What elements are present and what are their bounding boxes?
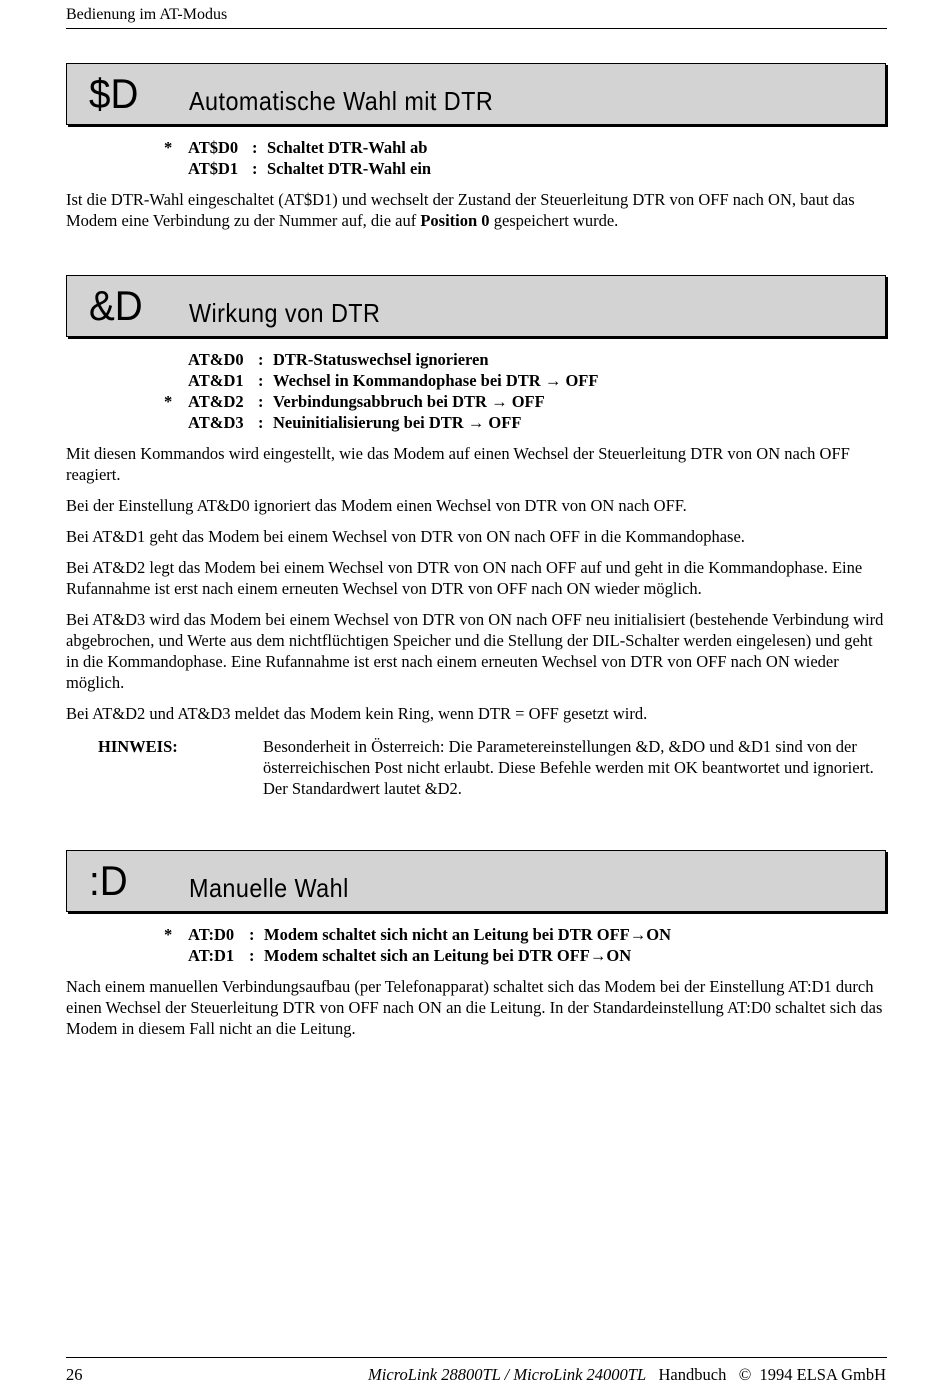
command-heading-box bbox=[66, 275, 886, 337]
option-code: AT&D1 bbox=[188, 371, 244, 390]
header-rule bbox=[66, 28, 887, 29]
command-title: Automatische Wahl mit DTR bbox=[189, 86, 494, 116]
command-title: Wirkung von DTR bbox=[189, 298, 381, 328]
option-list bbox=[66, 924, 886, 966]
body-paragraph: Nach einem manuellen Verbindungsaufbau (per Telefonapparat) schaltet sich das Modem bei der Einstellung AT:D1 durch einen Wechsel der Steuerleitung DTR von OFF nach ON an die Leitung. In der Standardeinstellung AT:D0 schaltet sich das Modem in diesem Fall nicht an die Leitung. bbox=[66, 977, 883, 1038]
command-code: $D bbox=[89, 70, 139, 117]
option-description: Verbindungsabbruch bei DTR → OFF bbox=[273, 392, 545, 411]
body-paragraph: Bei AT&D2 legt das Modem bei einem Wechsel von DTR von ON nach OFF auf und geht in die Kommandophase. Eine Rufannahme ist erst nach einem erneuten Wechsel von DTR von OFF nach ON wieder möglich. bbox=[66, 558, 863, 598]
option-row bbox=[66, 945, 886, 966]
product-name: MicroLink 28800TL / MicroLink 24000TL bbox=[368, 1365, 647, 1384]
option-description: Wechsel in Kommandophase bei DTR → OFF bbox=[273, 371, 599, 390]
option-code: AT:D1 bbox=[188, 946, 235, 965]
option-description: Modem schaltet sich nicht an Leitung bei DTR OFF→ON bbox=[264, 925, 671, 944]
option-code: AT:D0 bbox=[188, 925, 235, 944]
option-separator: : bbox=[252, 159, 258, 178]
page-number: 26 bbox=[66, 1365, 83, 1384]
option-row bbox=[66, 391, 886, 412]
paragraph-text: gespeichert wurde. bbox=[489, 211, 619, 230]
note-block bbox=[66, 736, 886, 799]
default-marker: * bbox=[164, 138, 173, 157]
option-code: AT$D0 bbox=[188, 138, 239, 157]
option-code: AT&D2 bbox=[188, 392, 244, 411]
option-row bbox=[66, 412, 886, 433]
default-marker: * bbox=[164, 392, 173, 411]
option-separator: : bbox=[249, 925, 255, 944]
running-header: Bedienung im AT-Modus bbox=[66, 6, 228, 23]
option-separator: : bbox=[252, 138, 258, 157]
option-code: AT$D1 bbox=[188, 159, 239, 178]
command-title: Manuelle Wahl bbox=[189, 873, 349, 903]
option-code: AT&D0 bbox=[188, 350, 244, 369]
option-description: Schaltet DTR-Wahl ab bbox=[267, 138, 428, 157]
section-colon-d bbox=[66, 850, 886, 1039]
command-code: &D bbox=[89, 282, 143, 329]
option-separator: : bbox=[258, 350, 264, 369]
option-list bbox=[66, 349, 886, 433]
command-heading-box bbox=[66, 850, 886, 912]
command-code: :D bbox=[89, 857, 128, 904]
body-paragraph: Mit diesen Kommandos wird eingestellt, wie das Modem auf einen Wechsel der Steuerleitung DTR von ON nach OFF reagiert. bbox=[66, 444, 850, 484]
option-description: DTR-Statuswechsel ignorieren bbox=[273, 350, 489, 369]
option-separator: : bbox=[258, 413, 264, 432]
section-dollar-d bbox=[66, 63, 886, 231]
option-description: Modem schaltet sich an Leitung bei DTR OFF→ON bbox=[264, 946, 632, 965]
option-separator: : bbox=[258, 392, 264, 411]
body-paragraph bbox=[66, 189, 886, 231]
section-ampersand-d bbox=[66, 275, 886, 799]
option-description: Neuinitialisierung bei DTR → OFF bbox=[273, 413, 522, 432]
body-paragraph: Bei AT&D3 wird das Modem bei einem Wechsel von DTR von ON nach OFF neu initialisiert (bestehende Verbindung wird abgebrochen, und Werte aus dem nichtflüchtigen Speicher und die Stellung der DIL-Schalter werden eingelesen) und geht in die Kommandophase. Eine Rufannahme ist erst nach einem erneuten Wechsel von DTR von OFF nach ON wieder möglich. bbox=[66, 610, 884, 692]
note-text: Besonderheit in Österreich: Die Parametereinstellungen &D, &DO und &D1 sind von der österreichischen Post nicht erlaubt. Diese Befehle werden mit OK beantwortet und ignoriert. Der Standardwert lautet &D2. bbox=[263, 737, 874, 798]
body-paragraph: Bei AT&D1 geht das Modem bei einem Wechsel von DTR von ON nach OFF in die Kommandophase. bbox=[66, 527, 745, 546]
option-separator: : bbox=[249, 946, 255, 965]
default-marker: * bbox=[164, 925, 173, 944]
body-paragraph: Bei der Einstellung AT&D0 ignoriert das Modem einen Wechsel von DTR von ON nach OFF. bbox=[66, 496, 687, 515]
option-row bbox=[66, 137, 886, 158]
paragraph-text: Ist die DTR-Wahl eingeschaltet (AT$D1) und wechselt der Zustand der Steuerleitung DTR von OFF nach ON, baut das Modem eine Verbindung zu der Nummer auf, die auf bbox=[66, 190, 855, 230]
option-description: Schaltet DTR-Wahl ein bbox=[267, 159, 432, 178]
option-list bbox=[66, 137, 886, 179]
note-label: HINWEIS: bbox=[98, 737, 178, 756]
option-row bbox=[66, 158, 886, 179]
command-heading-box bbox=[66, 63, 886, 125]
option-row bbox=[66, 349, 886, 370]
option-code: AT&D3 bbox=[188, 413, 244, 432]
footer-copyright: Handbuch © 1994 ELSA GmbH bbox=[658, 1365, 886, 1384]
option-separator: : bbox=[258, 371, 264, 390]
emphasis-text: Position 0 bbox=[420, 211, 490, 230]
option-row bbox=[66, 370, 886, 391]
body-paragraph: Bei AT&D2 und AT&D3 meldet das Modem kein Ring, wenn DTR = OFF gesetzt wird. bbox=[66, 704, 648, 723]
option-row bbox=[66, 924, 886, 945]
footer-rule bbox=[66, 1357, 887, 1358]
